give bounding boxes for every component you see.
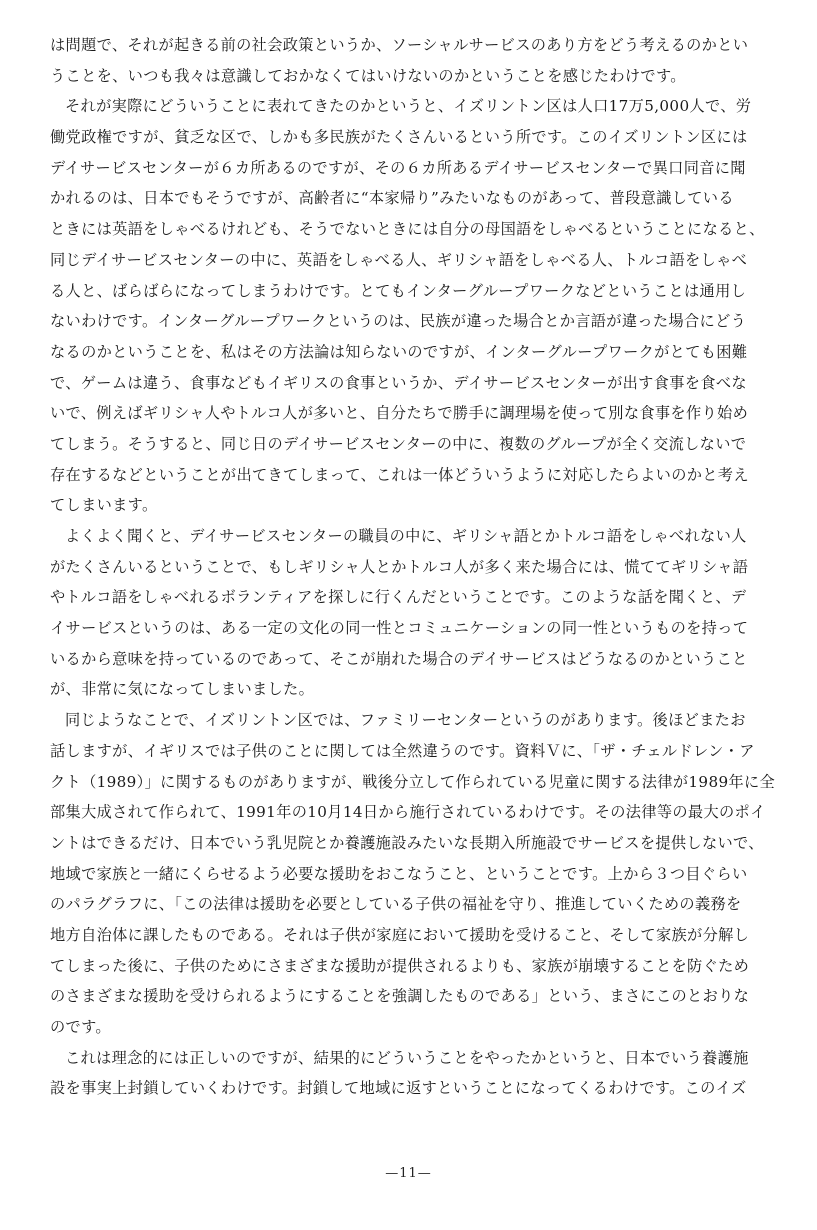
text-line: てしまう。そうすると、同じ日のデイサービスセンターの中に、複数のグループが全く交流しないで: [50, 434, 747, 453]
text-line: 地域で家族と一緒にくらせるよう必要な援助をおこなうこと、ということです。上から３つ目ぐらい: [50, 864, 748, 883]
text-line: クト（1989）」に関するものがありますが、戦後分立して作られている児童に関する法律が1989年に全: [50, 772, 776, 791]
text-line: 話しますが、イギリスでは子供のことに関しては全然違うのです。資料Ｖに、「ザ・チェルドレン・ア: [50, 741, 755, 760]
text-line: ントはできるだけ、日本でいう乳児院とか養護施設みたいな長期入所施設でサービスを提供しないで、: [50, 833, 764, 852]
document-body: [50, 30, 780, 1104]
text-line: うことを、いつも我々は意識しておかなくてはいけないのかということを感じたわけです。: [50, 66, 686, 85]
paragraph-start: それが実際にどういうことに表れてきたのかというと、イズリントン区は人口17万5,000人で、労: [65, 97, 752, 116]
text-line: のです。: [50, 1018, 111, 1036]
text-line: 同じデイサービスセンターの中に、英語をしゃべる人、ギリシャ語をしゃべる人、トルコ語をしゃべ: [50, 250, 748, 269]
text-line: ときには英語をしゃべるけれども、そうでないときには自分の母国語をしゃべるということになると、: [50, 220, 765, 239]
text-line: てしまいます。: [50, 496, 158, 515]
text-line: ないわけです。インターグループワークというのは、民族が違った場合とか言語が違った場合にどう: [50, 312, 747, 331]
text-line: かれるのは、日本でもそうですが、高齢者に“本家帰り”みたいなものがあって、普段意識している: [50, 189, 734, 208]
text-line: る人と、ばらばらになってしまうわけです。とてもインターグループワークなどということは通用し: [50, 281, 747, 300]
text-line: なるのかということを、私はその方法論は知らないのですが、インターグループワークがとても困難: [50, 342, 748, 361]
text-line: デイサービスセンターが６カ所あるのですが、その６カ所あるデイサービスセンターで異口同音に聞: [50, 158, 746, 177]
text-line: 働党政権ですが、貧乏な区で、しかも多民族がたくさんいるという所です。このイズリントン区には: [50, 128, 748, 147]
text-line: で、ゲームは違う、食事などもイギリスの食事というか、デイサービスセンターが出す食事を食べな: [50, 373, 747, 392]
text-line: 部集大成されて作られて、1991年の10月14日から施行されているわけです。その法律等の最大のポイ: [50, 803, 766, 822]
text-line: やトルコ語をしゃべれるボランティアを探しに行くんだということです。このような話を聞くと、デ: [50, 588, 747, 607]
page-number: —11—: [385, 1166, 432, 1181]
text-line: がたくさんいるということで、もしギリシャ人とかトルコ人が多く来た場合には、慌ててギリシャ語: [50, 557, 749, 576]
paragraph-start: よくよく聞くと、デイサービスセンターの職員の中に、ギリシャ語とかトルコ語をしゃべれない人: [65, 527, 747, 545]
text-line: は問題で、それが起きる前の社会政策というか、ソーシャルサービスのあり方をどう考えるのかとい: [50, 36, 749, 54]
paragraph-start: これは理念的には正しいのですが、結果的にどういうことをやったかというと、日本でいう養護施: [65, 1048, 749, 1067]
text-line: いるから意味を持っているのであって、そこが崩れた場合のデイサービスはどうなるのかということ: [50, 649, 748, 668]
text-line: てしまった後に、子供のためにさまざまな援助が提供されるよりも、家族が崩壊することを防ぐため: [50, 956, 750, 975]
text-line: 地方自治体に課したものである。それは子供が家庭において援助を受けること、そして家族が分解し: [50, 925, 750, 944]
text-line: 存在するなどということが出てきてしまって、これは一体どういうように対応したらよいのかと考え: [50, 465, 749, 484]
text-line: が、非常に気になってしまいました。: [50, 680, 315, 699]
text-line: いで、例えばギリシャ人やトルコ人が多いと、自分たちで勝手に調理場を使って別な食事を作り始め: [50, 404, 749, 423]
paragraph-start: 同じようなことで、イズリントン区では、ファミリーセンターというのがあります。後ほどまたお: [65, 711, 746, 730]
text-line: のパラグラフに、「この法律は援助を必要としている子供の福祉を守り、推進していくための義務を: [50, 895, 742, 914]
text-line: 設を事実上封鎖していくわけです。封鎖して地域に返すということになってくるわけです。このイズ: [50, 1079, 747, 1098]
text-line: イサービスというのは、ある一定の文化の同一性とコミュニケーションの同一性というものを持って: [50, 619, 749, 638]
text-line: のさまざまな援助を受けられるようにすることを強調したものである」という、まさにこのとおりな: [50, 987, 750, 1006]
